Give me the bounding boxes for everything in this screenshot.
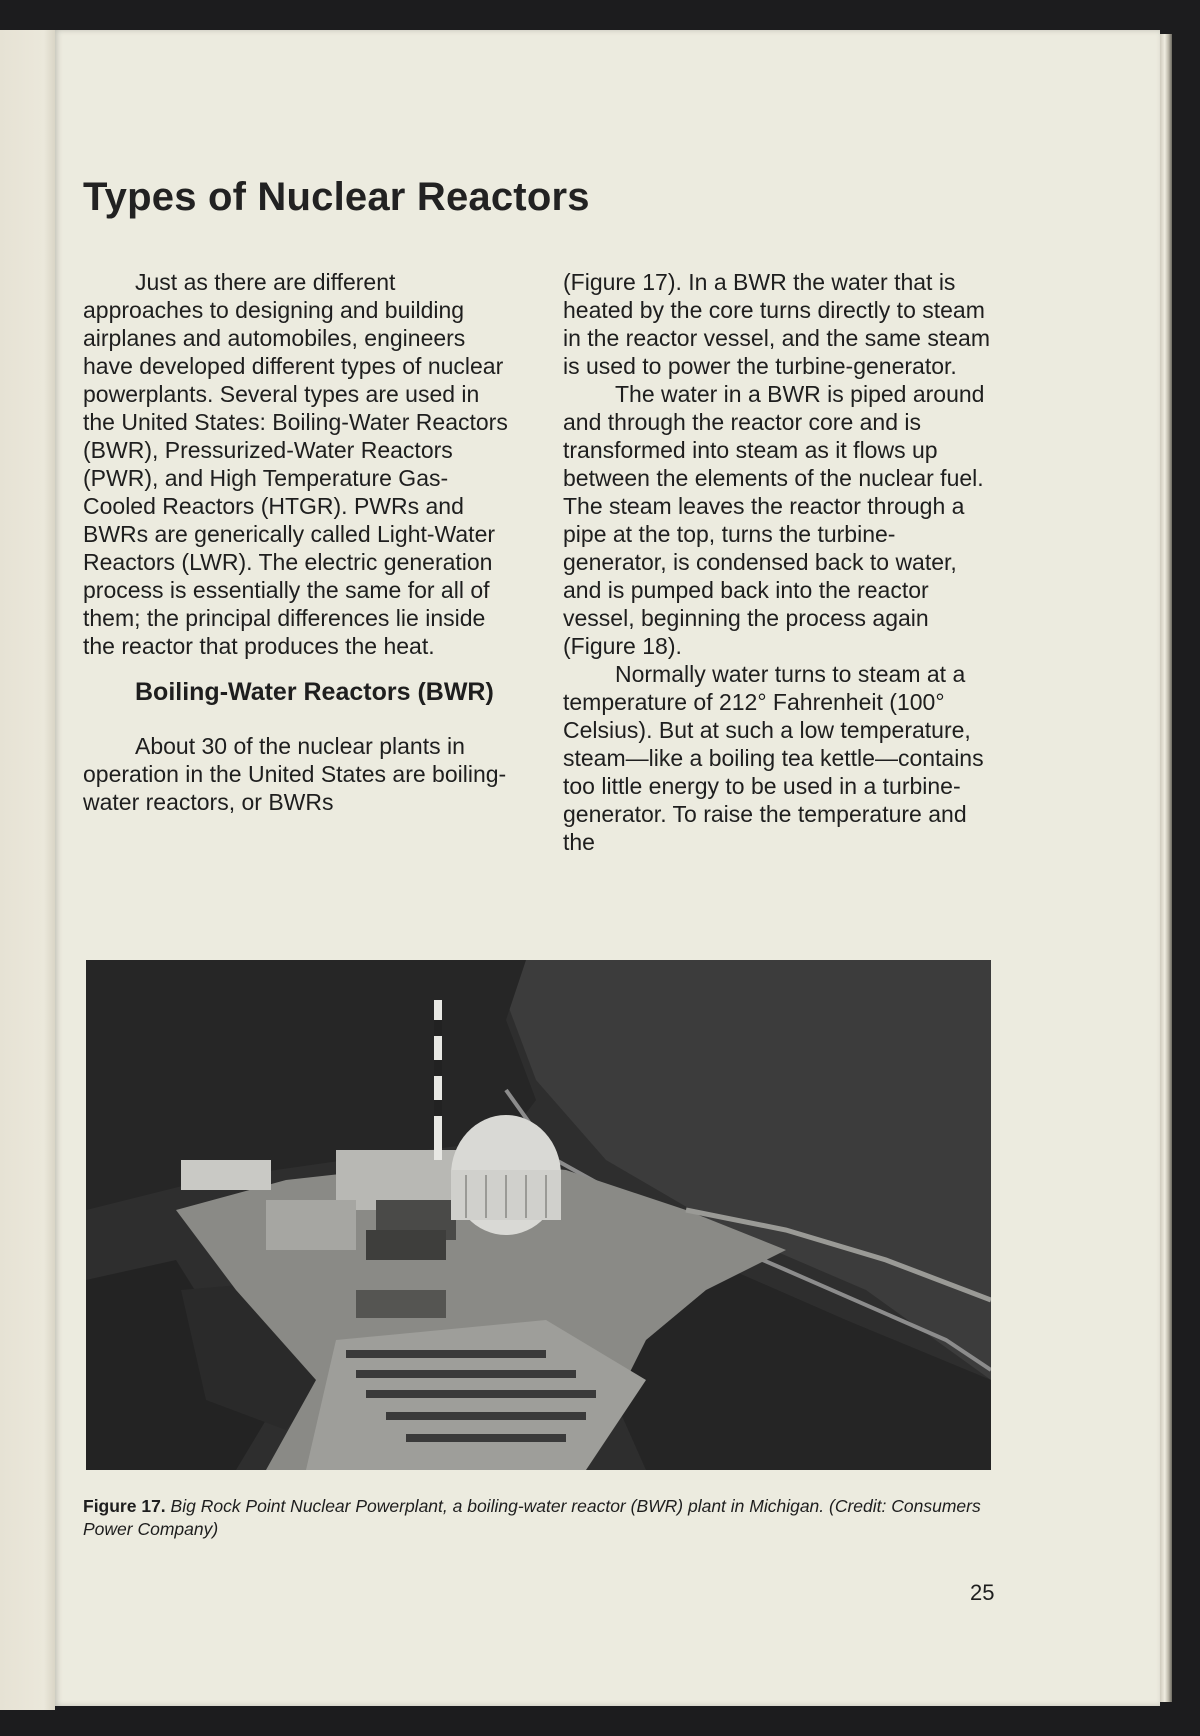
facing-page-edge	[0, 30, 55, 1710]
section-heading: Boiling-Water Reactors (BWR)	[135, 678, 494, 706]
figure-label: Figure 17.	[83, 1496, 166, 1516]
bwr-paragraph: About 30 of the nuclear plants in operation in the United States are boiling-water reactors, or BWRs	[83, 733, 507, 815]
figure-caption-text: Big Rock Point Nuclear Powerplant, a boiling-water reactor (BWR) plant in Michigan. (Credit: Consumers Power Company)	[83, 1496, 981, 1539]
page-stack-edge	[1160, 34, 1172, 1702]
right-column	[563, 268, 998, 856]
figure-caption	[83, 1495, 983, 1541]
powerplant-photo	[86, 960, 991, 1470]
temperature-paragraph: Normally water turns to steam at a temperature of 212° Fahrenheit (100° Celsius). But at such a low temperature, steam—like a boiling tea kettle—contains too little energy to be used in a turbine-generator. To raise the temperature and the	[563, 661, 984, 855]
intro-paragraph: Just as there are different approaches to designing and building airplanes and automobiles, engineers have developed different types of nuclear powerplants. Several types are used in the United States: Boiling-Water Reactors (BWR), Pressurized-Water Reactors (PWR), and High Temperature Gas-Cooled Reactors (HTGR). PWRs and BWRs are generically called Light-Water Reactors (LWR). The electric generation process is essentially the same for all of them; the principal differences lie inside the reactor that produces the heat.	[83, 269, 508, 659]
aerial-photo-illustration	[86, 960, 991, 1470]
left-column	[83, 268, 513, 816]
page-title: Types of Nuclear Reactors	[83, 175, 590, 219]
piping-paragraph: The water in a BWR is piped around and through the reactor core and is transformed into steam as it flows up between the elements of the nuclear fuel. The steam leaves the reactor through a pipe at the top, turns the turbine-generator, is condensed back to water, and is pumped back into the reactor vessel, beginning the process again (Figure 18).	[563, 381, 985, 659]
continued-paragraph: (Figure 17). In a BWR the water that is heated by the core turns directly to steam in the reactor vessel, and the same steam is used to power the turbine-generator.	[563, 269, 990, 379]
page-number: 25	[970, 1580, 995, 1605]
